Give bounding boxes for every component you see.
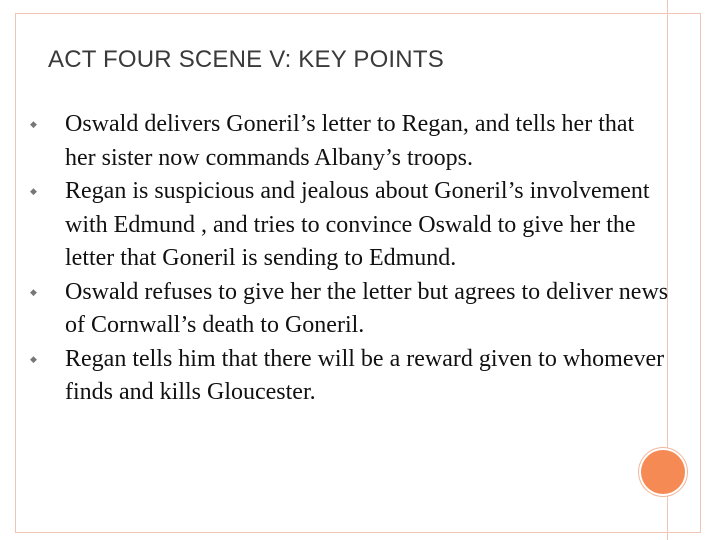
bullet-point-3 [20,276,670,343]
bullet-text-2: Regan is suspicious and jealous about Goneril’s involvement with Edmund , and tries to convince Oswald to give her the letter that Goneril is sending to Edmund. [65,178,650,271]
bullet-point-1 [20,108,670,175]
bullet-icon: ◆ [30,353,37,364]
bullet-point-4 [20,343,670,410]
key-points-list [20,108,670,410]
bullet-icon: ◆ [30,119,37,129]
bullet-icon: ◆ [30,186,37,196]
slide-title: ACT FOUR SCENE V: KEY POINTS [48,46,444,73]
decorative-circle [641,450,685,494]
bullet-point-2 [20,175,670,276]
bullet-text-1: Oswald delivers Goneril’s letter to Regan, and tells her that her sister now commands Albany’s troops. [65,111,635,171]
bullet-icon: ◆ [30,286,37,297]
bullet-text-3: Oswald refuses to give her the letter but agrees to deliver news of Cornwall’s death to Goneril. [65,278,669,338]
bullet-text-4: Regan tells him that there will be a reward given to whomever finds and kills Gloucester. [65,345,665,405]
